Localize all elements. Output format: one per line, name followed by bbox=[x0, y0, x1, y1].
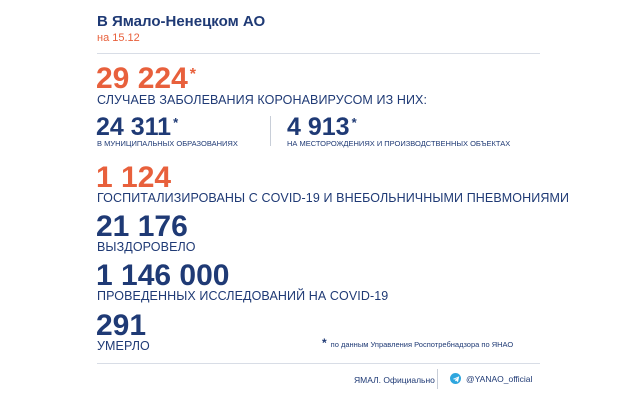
total-cases-value bbox=[96, 64, 196, 94]
footnote-asterisk: * bbox=[322, 336, 327, 350]
municipal-cases-asterisk: * bbox=[173, 115, 179, 130]
bottom-divider bbox=[97, 363, 540, 364]
hospitalized-caption: ГОСПИТАЛИЗИРОВАНЫ С COVID-19 И ВНЕБОЛЬНИЧНЫМИ ПНЕВМОНИЯМИ bbox=[97, 191, 570, 205]
total-cases-caption: СЛУЧАЕВ ЗАБОЛЕВАНИЯ КОРОНАВИРУСОМ ИЗ НИХ: bbox=[97, 93, 428, 107]
fields-cases-value bbox=[287, 115, 357, 140]
deaths-caption: УМЕРЛО bbox=[97, 339, 150, 353]
fields-cases-asterisk: * bbox=[351, 115, 357, 130]
footer-handle[interactable]: @YANAO_official bbox=[466, 373, 533, 384]
stats-vertical-divider bbox=[270, 116, 271, 146]
telegram-icon bbox=[450, 373, 461, 384]
total-cases-number: 29 224 bbox=[96, 62, 188, 95]
page-title: В Ямало-Ненецком АО bbox=[97, 13, 266, 30]
fields-cases-caption: НА МЕСТОРОЖДЕНИЯХ И ПРОИЗВОДСТВЕННЫХ ОБЪЕКТАХ bbox=[287, 139, 511, 148]
footnote-text: по данным Управления Роспотребнадзора по ЯНАО bbox=[330, 340, 514, 349]
footer-brand: ЯМАЛ. Официально bbox=[354, 375, 435, 385]
tests-caption: ПРОВЕДЕННЫХ ИССЛЕДОВАНИЙ НА COVID-19 bbox=[97, 289, 389, 303]
municipal-cases-caption: В МУНИЦИПАЛЬНЫХ ОБРАЗОВАНИЯХ bbox=[97, 139, 238, 148]
footnote bbox=[322, 337, 513, 349]
fields-cases-number: 4 913 bbox=[287, 113, 350, 141]
report-date: на 15.12 bbox=[97, 32, 140, 44]
tests-value: 1 146 000 bbox=[96, 259, 230, 292]
recovered-value: 21 176 bbox=[96, 210, 188, 243]
deaths-value: 291 bbox=[96, 309, 147, 342]
hospitalized-value: 1 124 bbox=[96, 161, 172, 194]
recovered-caption: ВЫЗДОРОВЕЛО bbox=[97, 240, 196, 254]
municipal-cases-number: 24 311 bbox=[96, 113, 172, 141]
footer-telegram[interactable] bbox=[450, 373, 532, 384]
top-divider bbox=[97, 53, 540, 54]
municipal-cases-value bbox=[96, 115, 178, 140]
total-cases-asterisk: * bbox=[189, 66, 196, 83]
footer-divider bbox=[437, 369, 438, 389]
